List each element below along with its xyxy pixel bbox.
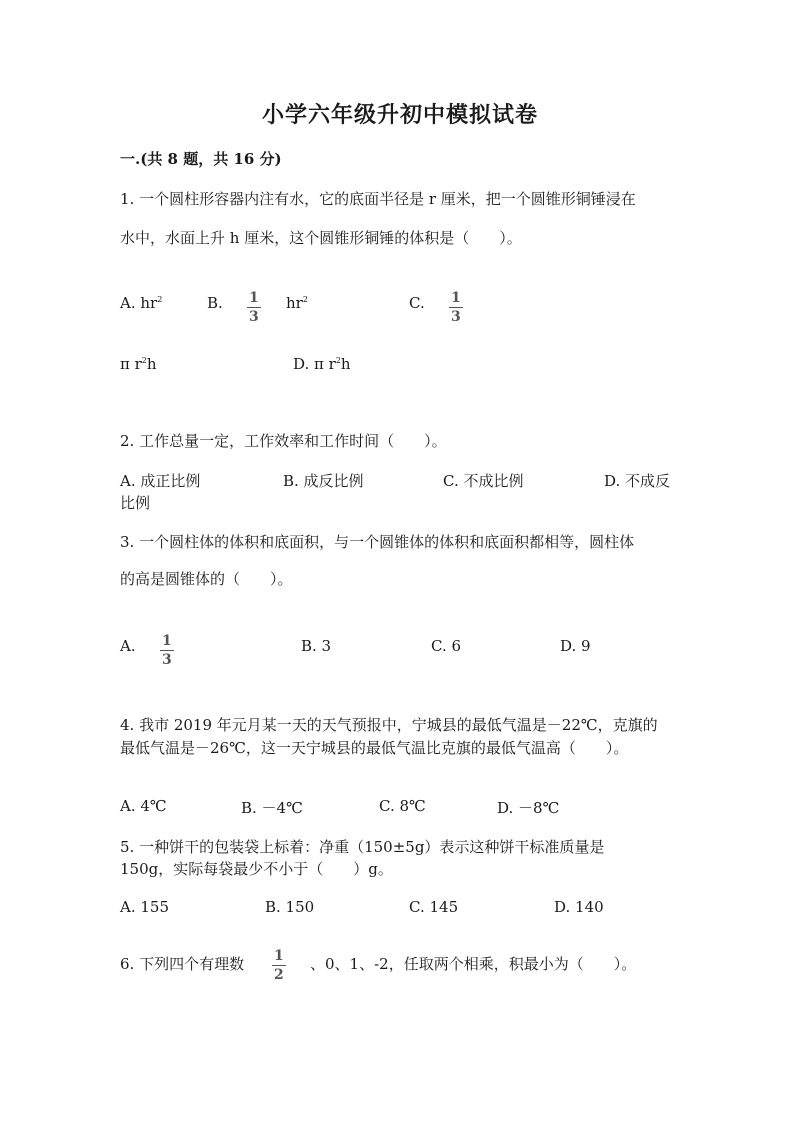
- q1-option-c-tail: [120, 355, 157, 373]
- q2-option-c[interactable]: C. 不成比例: [443, 472, 524, 490]
- q3-option-b[interactable]: B. 3: [301, 637, 332, 655]
- q5-option-b[interactable]: B. 150: [265, 898, 315, 916]
- q2-option-a[interactable]: A. 成正比例: [120, 472, 201, 490]
- fraction-numerator: 1: [162, 633, 172, 649]
- q5-stem-line2: 150g，实际每袋最少不小于（ ）g。: [120, 860, 393, 878]
- q3-option-d[interactable]: D. 9: [560, 637, 591, 655]
- fraction-numerator: 1: [249, 290, 259, 306]
- q6-fraction: [272, 946, 286, 982]
- section-heading: 一.(共 8 题，共 16 分): [120, 150, 282, 168]
- q4-option-d[interactable]: D. －8℃: [497, 799, 560, 817]
- fraction-denominator: 3: [162, 652, 172, 668]
- q1-option-b-tail-text: hr: [286, 294, 303, 312]
- q5-option-d[interactable]: D. 140: [554, 898, 604, 916]
- q6-stem-pre: 6. 下列四个有理数: [120, 955, 245, 973]
- fraction-numerator: 1: [274, 948, 284, 964]
- q1-option-b-tail: [286, 294, 308, 312]
- q1-option-d-text: D. π r: [293, 355, 336, 373]
- q1-stem-line2: 水中，水面上升 h 厘米，这个圆锥形铜锤的体积是（ ）。: [120, 229, 522, 247]
- q1-option-d-tail: h: [340, 355, 351, 373]
- q1-option-c-tail-text2: h: [146, 355, 157, 373]
- q4-option-c[interactable]: C. 8℃: [379, 797, 426, 815]
- q4-option-b[interactable]: B. －4℃: [241, 799, 303, 817]
- page-title: 小学六年级升初中模拟试卷: [261, 102, 538, 128]
- q1-option-d[interactable]: [293, 355, 351, 373]
- superscript: 2: [302, 295, 308, 304]
- q4-stem-line1: 4. 我市 2019 年元月某一天的天气预报中，宁城县的最低气温是－22℃，克旗的: [120, 716, 658, 734]
- q1-option-a-text: A. hr: [120, 294, 158, 312]
- q3-option-a-fraction: [160, 631, 174, 667]
- q1-option-a[interactable]: [120, 294, 162, 312]
- q5-option-c[interactable]: C. 145: [409, 898, 459, 916]
- fraction-denominator: 2: [274, 967, 284, 983]
- q2-option-b[interactable]: B. 成反比例: [283, 472, 364, 490]
- q4-option-a[interactable]: A. 4℃: [120, 797, 167, 815]
- q3-option-c[interactable]: C. 6: [431, 637, 462, 655]
- q3-option-a-label[interactable]: A.: [120, 637, 136, 655]
- q1-option-b-fraction: [247, 288, 261, 324]
- q4-stem-line2: 最低气温是－26℃，这一天宁城县的最低气温比克旗的最低气温高（ ）。: [120, 739, 629, 757]
- fraction-numerator: 1: [451, 290, 461, 306]
- fraction-denominator: 3: [451, 309, 461, 325]
- q3-stem-line2: 的高是圆锥体的（ ）。: [120, 570, 293, 588]
- superscript: 2: [157, 295, 163, 304]
- q2-option-d[interactable]: D. 不成反: [604, 472, 671, 490]
- superscript: 2: [141, 356, 147, 365]
- q1-option-c-label[interactable]: C.: [409, 294, 425, 312]
- q5-option-a[interactable]: A. 155: [120, 898, 169, 916]
- q5-stem-line1: 5. 一种饼干的包装袋上标着：净重（150±5g）表示这种饼干标准质量是: [120, 838, 605, 856]
- q3-stem-line1: 3. 一个圆柱体的体积和底面积，与一个圆锥体的体积和底面积都相等，圆柱体: [120, 533, 635, 551]
- q6-stem-post: 、0、1、-2，任取两个相乘，积最小为（ ）。: [310, 955, 637, 973]
- q2-option-d-cont: 比例: [120, 494, 151, 512]
- q1-option-c-fraction: [449, 288, 463, 324]
- superscript: 2: [335, 356, 341, 365]
- q2-stem: 2. 工作总量一定，工作效率和工作时间（ ）。: [120, 432, 447, 450]
- q1-option-c-tail-text: π r: [120, 355, 142, 373]
- q1-stem-line1: 1. 一个圆柱形容器内注有水，它的底面半径是 r 厘米，把一个圆锥形铜锤浸在: [120, 190, 636, 208]
- q1-option-b-label[interactable]: B.: [207, 294, 223, 312]
- fraction-denominator: 3: [249, 309, 259, 325]
